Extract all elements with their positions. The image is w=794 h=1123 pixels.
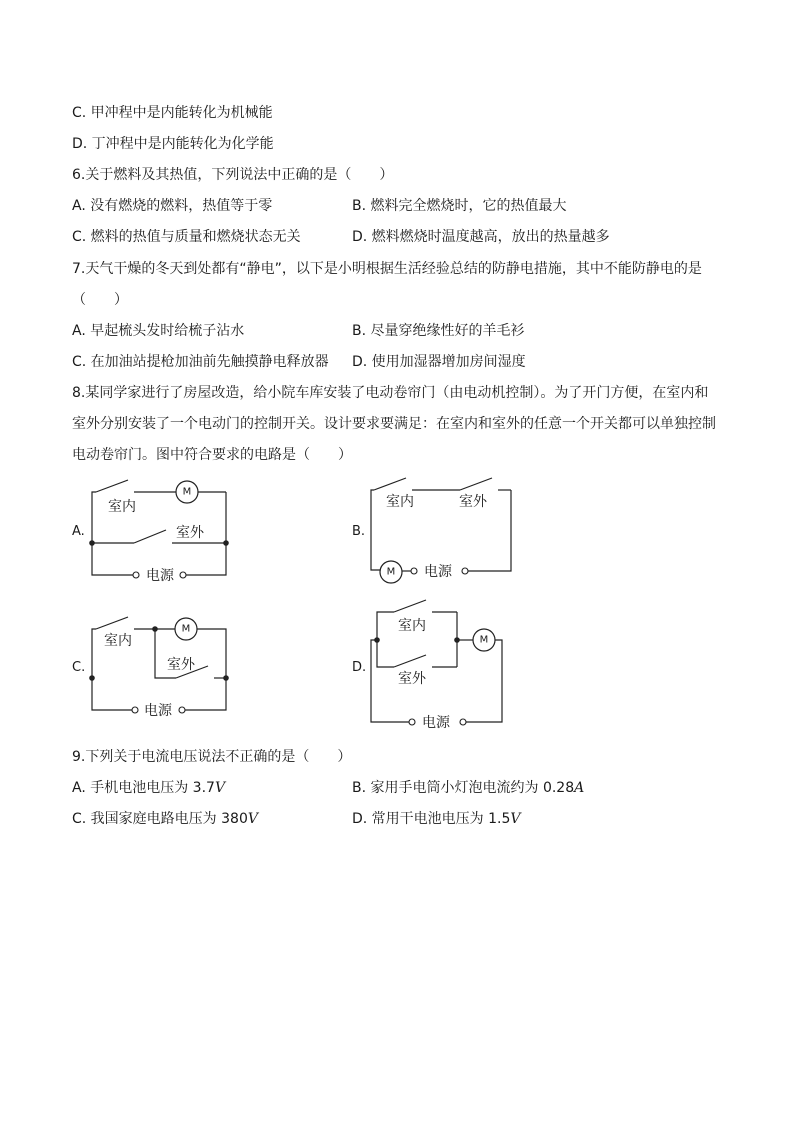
q9-option-c-text: C. 我国家庭电路电压为 380 xyxy=(72,811,248,827)
label-power-b: 电源 xyxy=(424,564,452,580)
q9-option-b-text: B. 家用手电筒小灯泡电流约为 0.28 xyxy=(352,780,575,796)
q9-stem: 9.下列关于电流电压说法不正确的是（ ） xyxy=(72,749,352,765)
label-indoor-c: 室内 xyxy=(104,633,132,649)
q9-option-a-text: A. 手机电池电压为 3.7 xyxy=(72,780,215,796)
label-outdoor-b: 室外 xyxy=(459,494,487,510)
q8-stem-line1: 8.某同学家进行了房屋改造，给小院车库安装了电动卷帘门（由电动机控制）。为了开门方便，在室内和 xyxy=(72,385,709,401)
motor-c-label: M xyxy=(181,623,191,635)
q8-stem-line3: 电动卷帘门。图中符合要求的电路是（ ） xyxy=(72,447,352,463)
diagram-d-letter: D. xyxy=(352,660,367,675)
q9-option-b xyxy=(352,779,584,797)
q9-option-a xyxy=(72,779,225,797)
label-indoor-a: 室内 xyxy=(108,499,136,515)
q9-option-d-unit: V xyxy=(510,811,521,827)
q9-option-a-unit: V xyxy=(214,780,226,796)
q5-option-d: D. 丁冲程中是内能转化为化学能 xyxy=(72,136,274,152)
q7-option-b: B. 尽量穿绝缘性好的羊毛衫 xyxy=(352,323,525,339)
label-power-c: 电源 xyxy=(144,703,172,719)
motor-a-label: M xyxy=(182,486,192,498)
motor-b-label: M xyxy=(386,566,396,578)
label-outdoor-c: 室外 xyxy=(167,657,195,673)
label-outdoor-a: 室外 xyxy=(176,525,204,541)
diagram-c-letter: C. xyxy=(72,660,86,675)
q8-stem-line2: 室外分别安装了一个电动门的控制开关。设计要求要满足：在室内和室外的任意一个开关都可以单独控制 xyxy=(72,416,716,432)
q7-stem-line1: 7.天气干燥的冬天到处都有“静电”，以下是小明根据生活经验总结的防静电措施，其中不能防静电的是 xyxy=(72,261,702,277)
q9-option-d-text: D. 常用干电池电压为 1.5 xyxy=(352,811,511,827)
q6-option-b: B. 燃料完全燃烧时，它的热值最大 xyxy=(352,198,567,214)
label-indoor-d: 室内 xyxy=(398,618,426,634)
label-power-a: 电源 xyxy=(146,568,174,584)
q6-stem: 6.关于燃料及其热值，下列说法中正确的是（ ） xyxy=(72,167,394,183)
q7-option-a: A. 早起梳头发时给梳子沾水 xyxy=(72,323,245,339)
q7-option-c: C. 在加油站提枪加油前先触摸静电释放器 xyxy=(72,354,329,370)
q7-option-d: D. 使用加湿器增加房间湿度 xyxy=(352,354,526,370)
q6-option-c: C. 燃料的热值与质量和燃烧状态无关 xyxy=(72,229,301,245)
q7-stem-line2: （ ） xyxy=(72,292,128,308)
q6-option-d: D. 燃料燃烧时温度越高，放出的热量越多 xyxy=(352,229,610,245)
q6-option-a: A. 没有燃烧的燃料，热值等于零 xyxy=(72,198,273,214)
q9-option-c-unit: V xyxy=(247,811,258,827)
label-outdoor-d: 室外 xyxy=(398,671,426,687)
label-power-d: 电源 xyxy=(422,715,450,731)
q9-option-d xyxy=(352,810,521,828)
motor-d-label: M xyxy=(479,634,489,646)
q5-option-c: C. 甲冲程中是内能转化为机械能 xyxy=(72,105,273,121)
label-indoor-b: 室内 xyxy=(386,494,414,510)
q9-option-c xyxy=(72,810,258,828)
diagram-b-letter: B. xyxy=(352,524,366,539)
q9-option-b-unit: A xyxy=(574,780,585,796)
diagram-a-letter: A. xyxy=(72,524,85,539)
